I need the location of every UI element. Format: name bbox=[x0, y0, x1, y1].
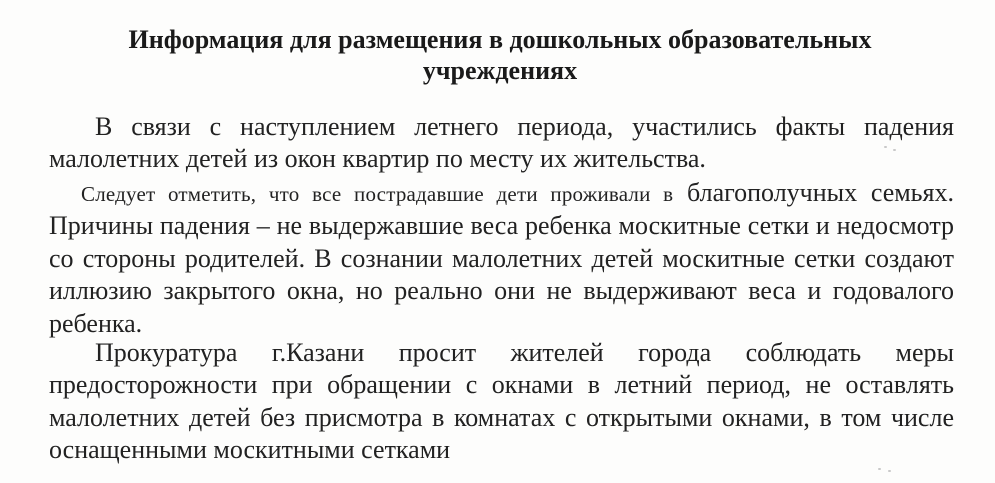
paragraph-2-rest: благополучных семьях. Причины падения – не выдержавшие веса ребенка москитные сетки и недосмотр со стороны родителей. В сознании малолетних детей москитные сетки создают иллюзию закрытого окна, но реально они не выдерживают веса и годовалого ребенка. bbox=[49, 178, 954, 338]
scan-speck bbox=[893, 149, 896, 151]
paragraph-2-lead: Следует отметить, что все пострадавшие дети проживали в bbox=[81, 182, 674, 206]
scan-speck bbox=[878, 468, 881, 470]
scan-speck bbox=[888, 470, 891, 472]
scan-speck bbox=[884, 146, 887, 148]
paragraph-2 bbox=[49, 177, 954, 340]
paragraph-1: В связи с наступлением летнего периода, участились факты падения малолетних детей из окон квартир по месту их жительства. bbox=[49, 112, 954, 174]
paragraph-3: Прокуратура г.Казани просит жителей города соблюдать меры предосторожности при обращении с окнами в летний период, не оставлять малолетних детей без присмотра в комнатах с открытыми окнами, в том числе оснащенными москитными сетками bbox=[49, 338, 954, 465]
document-title bbox=[60, 24, 940, 86]
title-line-1: Информация для размещения в дошкольных образовательных bbox=[128, 25, 872, 54]
title-line-2: учреждениях bbox=[422, 56, 578, 85]
